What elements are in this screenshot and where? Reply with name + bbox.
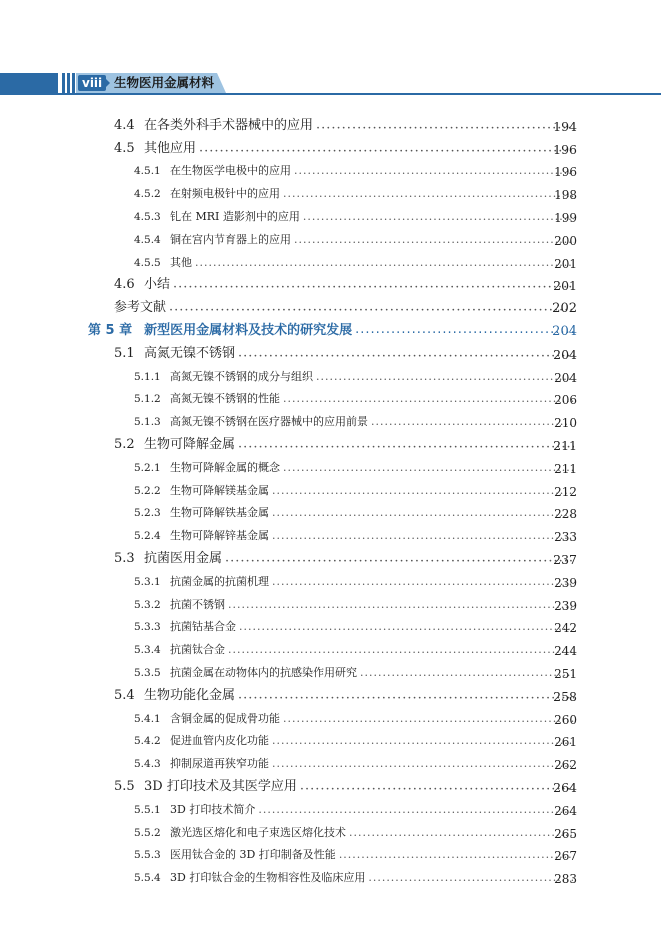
- toc-entry-title: 生物可降解铁基金属: [170, 506, 269, 520]
- toc-page-number: 211: [554, 461, 577, 476]
- toc-subsection-entry[interactable]: [0, 729, 661, 752]
- toc-entry-title: 抗菌医用金属: [144, 550, 223, 566]
- toc-dot-leader: [258, 806, 574, 820]
- toc-section-entry[interactable]: [0, 295, 661, 318]
- toc-entry-number: 5.3.1: [134, 575, 161, 588]
- toc-entry-number: 5.2.4: [134, 530, 161, 543]
- toc-entry-title: 激光选区熔化和电子束选区熔化技术: [170, 825, 346, 839]
- toc-page-number: 237: [553, 551, 577, 567]
- toc-entry-title: 高氮无镍不锈钢的成分与组织: [170, 369, 313, 383]
- toc-dot-leader: [272, 578, 574, 592]
- toc-entry-title: 其他应用: [144, 140, 197, 156]
- toc-subsection-entry[interactable]: [0, 409, 661, 432]
- toc-entry-number: 5.5: [114, 778, 135, 794]
- toc-page-number: 204: [554, 370, 577, 385]
- toc-dot-leader: [169, 304, 574, 318]
- toc-page-number: 201: [553, 278, 577, 294]
- toc-dot-leader: [300, 783, 574, 797]
- toc-entry-title: 铜在宫内节育器上的应用: [170, 232, 291, 246]
- toc-entry-title: 生物可降解镁基金属: [170, 483, 269, 497]
- toc-dot-leader: [303, 213, 574, 227]
- toc-page-number: 265: [554, 826, 577, 841]
- toc-subsection-entry[interactable]: [0, 387, 661, 410]
- toc-page-number: 204: [553, 346, 577, 362]
- toc-section-entry[interactable]: [0, 432, 661, 455]
- toc-subsection-entry[interactable]: [0, 637, 661, 660]
- toc-page-number: 283: [554, 872, 577, 887]
- toc-entry-number: 5.1: [114, 345, 135, 361]
- toc-entry-number: 5.2.2: [134, 484, 161, 497]
- toc-entry-number: 5.2: [114, 436, 135, 452]
- toc-dot-leader: [349, 829, 574, 843]
- toc-entry-number: 5.3.4: [134, 644, 161, 657]
- toc-dot-leader: [272, 487, 574, 501]
- header-page-number: viii: [78, 75, 106, 91]
- toc-entry-title: 高氮无镍不锈钢在医疗器械中的应用前景: [170, 415, 368, 429]
- toc-page-number: 239: [554, 575, 577, 590]
- toc-entry-number: 5.1.1: [134, 370, 161, 383]
- toc-page-number: 199: [554, 210, 577, 225]
- toc-section-entry[interactable]: [0, 113, 661, 136]
- toc-dot-leader: [294, 167, 574, 181]
- toc-entry-title: 高氮无镍不锈钢的性能: [170, 392, 280, 406]
- toc-section-entry[interactable]: [0, 683, 661, 706]
- toc-entry-title: 小结: [144, 277, 171, 293]
- toc-dot-leader: [239, 623, 574, 637]
- toc-entry-title: 医用钛合金的 3D 打印制备及性能: [170, 848, 336, 862]
- toc-dot-leader: [238, 441, 574, 455]
- toc-dot-leader: [294, 236, 574, 250]
- toc-dot-leader: [238, 692, 574, 706]
- toc-page-number: 228: [554, 507, 577, 522]
- toc-entry-title: 抗菌钛合金: [170, 643, 225, 657]
- toc-page-number: 258: [553, 688, 577, 704]
- toc-section-entry[interactable]: [0, 136, 661, 159]
- toc-subsection-entry[interactable]: [0, 478, 661, 501]
- toc-page-number: 201: [554, 256, 577, 271]
- toc-page-number: 210: [554, 416, 577, 431]
- toc-page-number: 244: [554, 644, 577, 659]
- toc-dot-leader: [283, 464, 574, 478]
- toc-section-entry[interactable]: [0, 341, 661, 364]
- toc-dot-leader: [272, 760, 574, 774]
- toc-entry-title: 含铜金属的促成骨功能: [170, 711, 280, 725]
- toc-dot-leader: [316, 122, 574, 136]
- header-stripe: [67, 73, 70, 93]
- header-bar-block: [0, 73, 58, 93]
- toc-entry-title: 抗菌不锈钢: [170, 597, 225, 611]
- toc-chapter-entry[interactable]: [0, 318, 661, 341]
- toc-page-number: 264: [553, 779, 577, 795]
- toc-entry-number: 5.2.3: [134, 507, 161, 520]
- toc-dot-leader: [272, 532, 574, 546]
- running-header: [0, 73, 661, 95]
- toc-entry-title: 3D 打印技术及其医学应用: [144, 778, 297, 794]
- toc-entry-title: 在射频电极针中的应用: [170, 187, 280, 201]
- toc-dot-leader: [272, 737, 574, 751]
- toc-subsection-entry[interactable]: [0, 523, 661, 546]
- toc-entry-title: 促进血管内皮化功能: [170, 734, 269, 748]
- toc-page-number: 262: [554, 758, 577, 773]
- toc-entry-title: 生物功能化金属: [144, 687, 236, 703]
- toc-subsection-entry[interactable]: [0, 204, 661, 227]
- toc-dot-leader: [371, 418, 574, 432]
- toc-page-number: 264: [554, 803, 577, 818]
- toc-subsection-entry[interactable]: [0, 660, 661, 683]
- toc-subsection-entry[interactable]: [0, 227, 661, 250]
- toc-entry-number: 5.3.5: [134, 666, 161, 679]
- toc-entry-title: 抗菌金属的抗菌机理: [170, 574, 269, 588]
- toc-entry-number: 5.1.3: [134, 416, 161, 429]
- toc-entry-title: 钆在 MRI 造影剂中的应用: [170, 209, 300, 223]
- toc-page-number: 261: [554, 735, 577, 750]
- toc-page-number: 202: [552, 301, 577, 317]
- toc-dot-leader: [238, 350, 574, 364]
- toc-dot-leader: [283, 395, 574, 409]
- toc-subsection-entry[interactable]: [0, 615, 661, 638]
- toc-subsection-entry[interactable]: [0, 181, 661, 204]
- toc-entry-number: 5.4: [114, 687, 135, 703]
- toc-subsection-entry[interactable]: [0, 751, 661, 774]
- toc-page-number: 260: [554, 712, 577, 727]
- toc-entry-number: 4.5.4: [134, 233, 161, 246]
- toc-subsection-entry[interactable]: [0, 501, 661, 524]
- toc-entry-number: 5.4.1: [134, 712, 161, 725]
- toc-subsection-entry[interactable]: [0, 592, 661, 615]
- toc-entry-title: 新型医用金属材料及技术的研究发展: [144, 322, 353, 338]
- toc-dot-leader: [173, 281, 574, 295]
- toc-subsection-entry[interactable]: [0, 250, 661, 273]
- toc-entry-title: 生物可降解金属: [144, 436, 236, 452]
- toc-entry-number: 4.5.1: [134, 165, 161, 178]
- toc-page-number: 251: [554, 666, 577, 681]
- toc-entry-number: 第 5 章: [88, 322, 133, 338]
- toc-entry-number: 5.3.3: [134, 621, 161, 634]
- toc-subsection-entry[interactable]: [0, 865, 661, 888]
- toc-entry-title: 抗菌钴基合金: [170, 620, 236, 634]
- toc-entry-number: 5.3: [114, 550, 135, 566]
- toc-entry-title: 高氮无镍不锈钢: [144, 345, 236, 361]
- toc-page-number: 194: [553, 118, 577, 134]
- toc-entry-number: 4.5.2: [134, 188, 161, 201]
- toc-page-number: 242: [554, 621, 577, 636]
- toc-dot-leader: [283, 190, 574, 204]
- toc-entry-title: 在生物医学电极中的应用: [170, 164, 291, 178]
- toc-entry-number: 4.5.3: [134, 210, 161, 223]
- toc-dot-leader: [368, 874, 574, 888]
- toc-entry-title: 3D 打印钛合金的生物相容性及临床应用: [170, 871, 366, 885]
- toc-page-number: 239: [554, 598, 577, 613]
- toc-entry-number: 5.4.3: [134, 758, 161, 771]
- toc-entry-title: 参考文献: [114, 300, 167, 316]
- toc-entry-number: 5.5.4: [134, 872, 161, 885]
- toc-subsection-entry[interactable]: [0, 843, 661, 866]
- header-stripe: [62, 73, 65, 93]
- toc-page-number: 206: [554, 393, 577, 408]
- toc-dot-leader: [199, 145, 574, 159]
- toc-dot-leader: [316, 373, 574, 387]
- toc-dot-leader: [228, 601, 574, 615]
- toc-page-number: 211: [553, 437, 577, 453]
- toc-entry-number: 5.2.1: [134, 461, 161, 474]
- toc-subsection-entry[interactable]: [0, 797, 661, 820]
- toc-entry-number: 4.4: [114, 117, 135, 133]
- toc-subsection-entry[interactable]: [0, 455, 661, 478]
- toc-entry-title: 3D 打印技术简介: [170, 802, 256, 816]
- header-stripe: [72, 73, 75, 93]
- toc-page-number: 196: [553, 141, 577, 157]
- toc-subsection-entry[interactable]: [0, 364, 661, 387]
- toc-section-entry[interactable]: [0, 273, 661, 296]
- toc-dot-leader: [272, 509, 574, 523]
- toc-dot-leader: [195, 259, 574, 273]
- header-arrow-icon: [104, 77, 110, 89]
- toc-entry-title: 其他: [170, 255, 192, 269]
- toc-section-entry[interactable]: [0, 774, 661, 797]
- toc-entry-number: 4.5.5: [134, 256, 161, 269]
- toc-entry-title: 抑制尿道再狭窄功能: [170, 757, 269, 771]
- toc-entry-title: 生物可降解金属的概念: [170, 460, 280, 474]
- toc-page-number: 267: [554, 849, 577, 864]
- toc-dot-leader: [225, 555, 574, 569]
- toc-entry-number: 4.6: [114, 277, 135, 293]
- toc-entry-number: 4.5: [114, 140, 135, 156]
- toc-page-number: 200: [554, 233, 577, 248]
- toc-page-number: 233: [554, 530, 577, 545]
- toc-page-number: 212: [554, 484, 577, 499]
- toc-dot-leader: [355, 327, 574, 341]
- header-book-title: 生物医用金属材料: [114, 75, 215, 90]
- toc-subsection-entry[interactable]: [0, 569, 661, 592]
- toc-entry-number: 5.4.2: [134, 735, 161, 748]
- toc-dot-leader: [283, 715, 574, 729]
- toc-page-number: 204: [552, 323, 577, 339]
- toc-entry-title: 抗菌金属在动物体内的抗感染作用研究: [170, 665, 357, 679]
- toc-entry-number: 5.5.2: [134, 826, 161, 839]
- toc-page-number: 198: [554, 188, 577, 203]
- toc-dot-leader: [339, 851, 574, 865]
- toc-entry-number: 5.1.2: [134, 393, 161, 406]
- toc-dot-leader: [360, 669, 574, 683]
- toc-subsection-entry[interactable]: [0, 159, 661, 182]
- header-rule: [0, 93, 661, 95]
- toc-entry-title: 在各类外科手术器械中的应用: [144, 117, 314, 133]
- toc-entry-number: 5.5.1: [134, 803, 161, 816]
- toc-subsection-entry[interactable]: [0, 706, 661, 729]
- toc-entry-title: 生物可降解锌基金属: [170, 529, 269, 543]
- toc-section-entry[interactable]: [0, 546, 661, 569]
- toc-entry-number: 5.5.3: [134, 849, 161, 862]
- toc-entry-number: 5.3.2: [134, 598, 161, 611]
- toc-dot-leader: [228, 646, 574, 660]
- table-of-contents: [0, 113, 661, 888]
- toc-page-number: 196: [554, 165, 577, 180]
- toc-subsection-entry[interactable]: [0, 820, 661, 843]
